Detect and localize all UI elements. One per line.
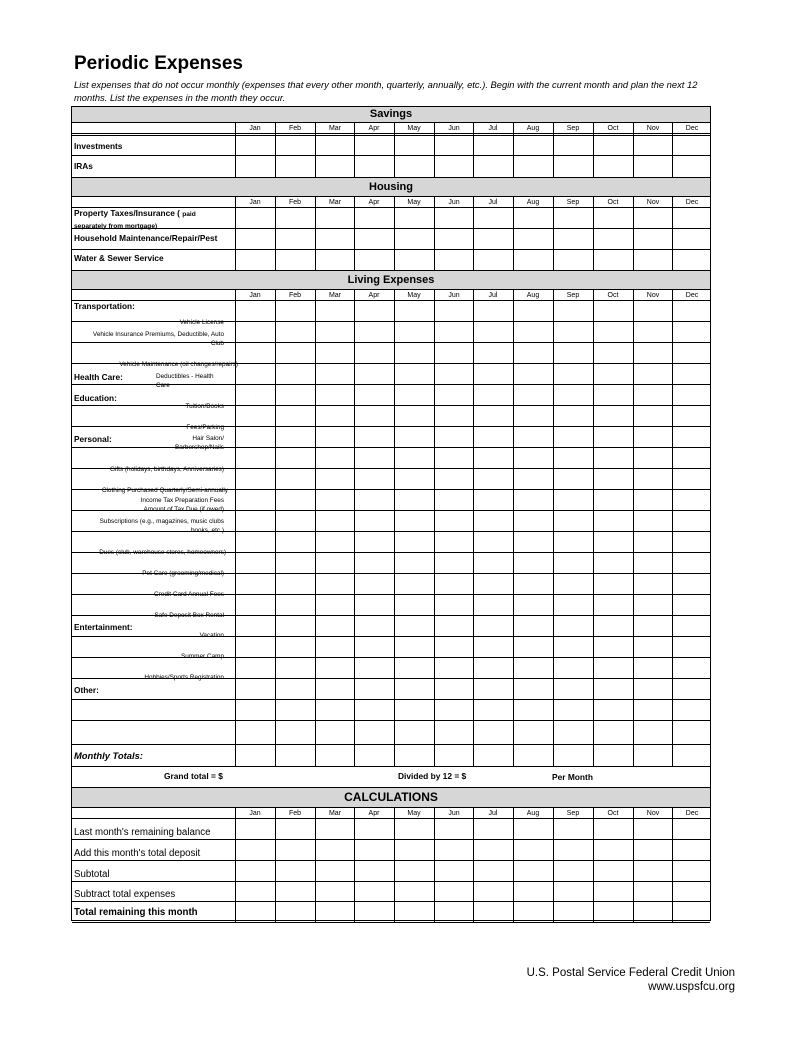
row-label-water-sewer: Water & Sewer Service bbox=[74, 253, 164, 263]
month-header-nov: Nov bbox=[646, 199, 660, 206]
grid-column-line bbox=[434, 123, 435, 177]
grid-column-line bbox=[513, 744, 514, 766]
month-header-may: May bbox=[407, 810, 421, 817]
grid-row-line bbox=[72, 207, 710, 208]
month-header-nov: Nov bbox=[646, 810, 660, 817]
row-label-tax-prep bbox=[141, 497, 224, 514]
category-other: Other: bbox=[74, 685, 99, 695]
month-header-jan: Jan bbox=[249, 292, 261, 299]
section-living-header: Living Expenses bbox=[72, 270, 710, 290]
grid-row-line bbox=[72, 426, 710, 427]
grid-column-line bbox=[394, 808, 395, 922]
month-header-sep: Sep bbox=[566, 810, 580, 817]
month-header-aug: Aug bbox=[526, 810, 540, 817]
grid-row-line bbox=[72, 510, 710, 511]
row-label-clothing: Clothing Purchased Quarterly/Semi-annually bbox=[101, 487, 228, 494]
grid-column-line bbox=[434, 197, 435, 270]
grid-column-line bbox=[235, 123, 236, 177]
month-header-aug: Aug bbox=[526, 199, 540, 206]
grid-column-line bbox=[354, 123, 355, 177]
expense-worksheet bbox=[71, 106, 711, 921]
grid-row-line bbox=[72, 133, 710, 134]
per-month-label: Per Month bbox=[552, 772, 593, 782]
grid-row-line bbox=[72, 922, 710, 923]
row-label-subscriptions bbox=[100, 518, 224, 535]
grid-column-line bbox=[593, 123, 594, 177]
grid-column-line bbox=[593, 808, 594, 922]
grid-row-line bbox=[72, 270, 710, 271]
month-header-mar: Mar bbox=[328, 199, 342, 206]
grid-column-line bbox=[473, 808, 474, 922]
month-header-jun: Jun bbox=[448, 810, 460, 817]
property-taxes-note-line2: separately from mortgage) bbox=[74, 223, 158, 230]
grid-row-line bbox=[72, 720, 710, 721]
grid-row-line bbox=[72, 699, 710, 700]
grid-row-line bbox=[72, 228, 710, 229]
grid-column-line bbox=[275, 744, 276, 766]
month-header-jun: Jun bbox=[448, 125, 460, 132]
category-transportation: Transportation: bbox=[74, 301, 135, 311]
row-label-total-remaining: Total remaining this month bbox=[74, 907, 198, 918]
grid-row-line bbox=[72, 300, 710, 301]
grid-row-line bbox=[72, 384, 710, 385]
row-label-vehicle-license: Vehicle License bbox=[179, 319, 224, 326]
grid-row-line bbox=[72, 839, 710, 840]
grid-column-line bbox=[315, 744, 316, 766]
property-taxes-note: paid bbox=[182, 211, 196, 218]
deductibles-line2: Care bbox=[156, 381, 170, 389]
row-label-vehicle-maintenance: Vehicle Maintenance (oil changes/repairs) bbox=[119, 361, 238, 368]
row-label-vacation: Vacation bbox=[199, 632, 224, 639]
grand-total-label: Grand total = $ bbox=[164, 771, 223, 781]
month-header-may: May bbox=[407, 125, 421, 132]
month-header-apr: Apr bbox=[368, 125, 380, 132]
row-label-subtract-expenses: Subtract total expenses bbox=[74, 889, 176, 900]
row-label-vehicle-insurance bbox=[62, 331, 224, 348]
grid-column-line bbox=[473, 744, 474, 766]
grid-column-line bbox=[354, 197, 355, 270]
month-header-apr: Apr bbox=[368, 810, 380, 817]
grid-column-line bbox=[672, 197, 673, 270]
grid-column-line bbox=[315, 290, 316, 744]
grid-row-line bbox=[72, 405, 710, 406]
grid-row-line bbox=[72, 818, 710, 819]
property-taxes-label: Property Taxes/Insurance ( bbox=[74, 208, 180, 218]
section-calculations-header: CALCULATIONS bbox=[72, 788, 710, 808]
month-header-jul: Jul bbox=[488, 810, 498, 817]
month-header-aug: Aug bbox=[526, 125, 540, 132]
intro-instructions: List expenses that do not occur monthly (expenses that every other month, quarterly, annually, etc.). Begin with the current month and plan the next 12 months. List the expenses in the month they occur. bbox=[74, 79, 698, 103]
grid-column-line bbox=[513, 808, 514, 922]
grid-row-line bbox=[72, 657, 710, 658]
month-header-apr: Apr bbox=[368, 292, 380, 299]
grid-column-line bbox=[275, 290, 276, 744]
grid-column-line bbox=[434, 808, 435, 922]
grid-row-line bbox=[72, 342, 710, 343]
month-header-oct: Oct bbox=[607, 810, 619, 817]
grid-column-line bbox=[275, 197, 276, 270]
vehicle-insurance-line1: Vehicle Insurance Premiums, Deductible, Auto bbox=[92, 331, 224, 338]
category-health-care: Health Care: bbox=[74, 372, 123, 382]
grid-row-line bbox=[72, 881, 710, 882]
month-header-oct: Oct bbox=[607, 199, 619, 206]
row-label-tuition: Tuition/Books bbox=[185, 403, 224, 410]
grid-row-line bbox=[72, 787, 710, 788]
row-label-deductibles bbox=[156, 373, 214, 390]
month-header-feb: Feb bbox=[288, 810, 302, 817]
row-label-investments: Investments bbox=[74, 141, 123, 151]
grid-column-line bbox=[394, 123, 395, 177]
grid-row-line bbox=[72, 177, 710, 178]
month-header-jan: Jan bbox=[249, 125, 261, 132]
grid-column-line bbox=[672, 744, 673, 766]
row-label-safe-deposit: Safe Deposit Box Rental bbox=[154, 612, 224, 619]
grid-row-line bbox=[72, 678, 710, 679]
grid-column-line bbox=[275, 123, 276, 177]
row-label-subtotal: Subtotal bbox=[74, 869, 110, 880]
month-header-jul: Jul bbox=[488, 125, 498, 132]
grid-row-line bbox=[72, 531, 710, 532]
grid-column-line bbox=[315, 123, 316, 177]
month-header-dec: Dec bbox=[685, 292, 699, 299]
month-header-may: May bbox=[407, 292, 421, 299]
row-label-iras: IRAs bbox=[74, 161, 93, 171]
footer-url: www.uspsfcu.org bbox=[648, 981, 735, 993]
grid-row-line bbox=[72, 744, 710, 745]
grid-column-line bbox=[315, 808, 316, 922]
grid-row-line bbox=[72, 594, 710, 595]
grid-column-line bbox=[235, 808, 236, 922]
grid-row-line bbox=[72, 860, 710, 861]
page-title: Periodic Expenses bbox=[74, 53, 243, 74]
grid-column-line bbox=[235, 744, 236, 766]
grid-column-line bbox=[593, 744, 594, 766]
grid-row-line bbox=[72, 249, 710, 250]
tax-prep-line: Income Tax Preparation Fees bbox=[140, 497, 224, 504]
row-label-credit-card-fees: Credit Card Annual Fees bbox=[154, 591, 224, 598]
grid-row-line bbox=[72, 615, 710, 616]
row-label-household-maintenance: Household Maintenance/Repair/Pest bbox=[74, 233, 218, 243]
grid-column-line bbox=[672, 290, 673, 744]
row-label-last-balance: Last month's remaining balance bbox=[74, 827, 211, 838]
grid-column-line bbox=[434, 290, 435, 744]
month-header-jun: Jun bbox=[448, 292, 460, 299]
grid-row-line bbox=[72, 552, 710, 553]
grid-column-line bbox=[672, 123, 673, 177]
grid-column-line bbox=[394, 744, 395, 766]
row-label-dues: Dues (club, warehouse stores, homeowners) bbox=[99, 549, 226, 556]
grid-column-line bbox=[633, 197, 634, 270]
row-label-gifts: Gifts (holidays, birthdays, Anniversaries) bbox=[109, 466, 224, 473]
grid-column-line bbox=[593, 290, 594, 744]
grid-column-line bbox=[633, 744, 634, 766]
vehicle-insurance-line2: Club bbox=[210, 339, 224, 347]
footer bbox=[527, 966, 735, 994]
footer-organization: U.S. Postal Service Federal Credit Union bbox=[526, 967, 735, 979]
month-header-sep: Sep bbox=[566, 199, 580, 206]
monthly-totals-label: Monthly Totals: bbox=[74, 750, 143, 761]
month-header-oct: Oct bbox=[607, 292, 619, 299]
grid-row-line bbox=[72, 489, 710, 490]
grid-row-line bbox=[72, 321, 710, 322]
category-personal: Personal: bbox=[74, 434, 112, 444]
grid-column-line bbox=[513, 290, 514, 744]
subscriptions-line1: Subscriptions (e.g., magazines, music clubs bbox=[99, 518, 224, 525]
grid-column-line bbox=[473, 290, 474, 744]
grid-column-line bbox=[235, 290, 236, 744]
month-header-jul: Jul bbox=[488, 199, 498, 206]
grid-row-line bbox=[72, 363, 710, 364]
grid-row-line bbox=[72, 636, 710, 637]
category-education: Education: bbox=[74, 393, 117, 403]
grid-column-line bbox=[354, 290, 355, 744]
divided-by-12-label: Divided by 12 = $ bbox=[398, 771, 467, 781]
tax-due-line: Amount of Tax Due (if owed) bbox=[143, 505, 224, 513]
grid-column-line bbox=[473, 197, 474, 270]
month-header-dec: Dec bbox=[685, 810, 699, 817]
grid-column-line bbox=[354, 808, 355, 922]
grid-column-line bbox=[553, 808, 554, 922]
grid-column-line bbox=[633, 808, 634, 922]
row-label-hobbies: Hobbies/Sports Registration bbox=[144, 674, 224, 681]
grid-column-line bbox=[553, 290, 554, 744]
section-housing-header: Housing bbox=[72, 178, 710, 197]
grid-column-line bbox=[235, 197, 236, 270]
row-label-hair-salon bbox=[175, 435, 224, 452]
month-header-oct: Oct bbox=[607, 125, 619, 132]
row-label-summer-camp: Summer Camp bbox=[181, 653, 224, 660]
month-header-mar: Mar bbox=[328, 125, 342, 132]
grid-column-line bbox=[394, 290, 395, 744]
section-savings-header: Savings bbox=[72, 107, 710, 123]
month-header-feb: Feb bbox=[288, 125, 302, 132]
grid-column-line bbox=[473, 123, 474, 177]
grid-column-line bbox=[275, 808, 276, 922]
grid-row-line bbox=[72, 901, 710, 902]
grid-column-line bbox=[513, 123, 514, 177]
grid-row-line bbox=[72, 468, 710, 469]
month-header-feb: Feb bbox=[288, 292, 302, 299]
grid-row-line bbox=[72, 135, 710, 136]
grid-column-line bbox=[553, 744, 554, 766]
grid-row-line bbox=[72, 766, 710, 767]
grid-row-line bbox=[72, 447, 710, 448]
month-header-mar: Mar bbox=[328, 292, 342, 299]
month-header-aug: Aug bbox=[526, 292, 540, 299]
grid-row-line bbox=[72, 573, 710, 574]
month-header-jun: Jun bbox=[448, 199, 460, 206]
grid-column-line bbox=[553, 197, 554, 270]
grid-column-line bbox=[354, 744, 355, 766]
row-label-pet-care: Pet Care (grooming/medical) bbox=[142, 570, 224, 577]
grid-column-line bbox=[633, 123, 634, 177]
month-header-jan: Jan bbox=[249, 810, 261, 817]
month-header-nov: Nov bbox=[646, 125, 660, 132]
deductibles-line1: Deductibles - Health bbox=[156, 373, 214, 380]
month-header-dec: Dec bbox=[685, 199, 699, 206]
month-header-dec: Dec bbox=[685, 125, 699, 132]
subscriptions-line2: books, etc.) bbox=[190, 526, 224, 534]
month-header-sep: Sep bbox=[566, 125, 580, 132]
month-header-nov: Nov bbox=[646, 292, 660, 299]
month-header-mar: Mar bbox=[328, 810, 342, 817]
hair-line2: Barbershop/Nails bbox=[174, 443, 224, 451]
row-label-add-deposit: Add this month's total deposit bbox=[74, 848, 201, 859]
month-header-jul: Jul bbox=[488, 292, 498, 299]
grid-row-line bbox=[72, 155, 710, 156]
month-header-apr: Apr bbox=[368, 199, 380, 206]
grid-column-line bbox=[434, 744, 435, 766]
month-header-may: May bbox=[407, 199, 421, 206]
grid-column-line bbox=[633, 290, 634, 744]
month-header-feb: Feb bbox=[288, 199, 302, 206]
row-label-fees-parking: Fees/Parking bbox=[186, 424, 224, 431]
grid-column-line bbox=[553, 123, 554, 177]
grid-column-line bbox=[672, 808, 673, 922]
category-entertainment: Entertainment: bbox=[74, 622, 133, 632]
grid-column-line bbox=[394, 197, 395, 270]
grid-column-line bbox=[593, 197, 594, 270]
month-header-sep: Sep bbox=[566, 292, 580, 299]
hair-line1: Hair Salon/ bbox=[192, 435, 224, 442]
month-header-jan: Jan bbox=[249, 199, 261, 206]
grid-column-line bbox=[513, 197, 514, 270]
grid-column-line bbox=[315, 197, 316, 270]
